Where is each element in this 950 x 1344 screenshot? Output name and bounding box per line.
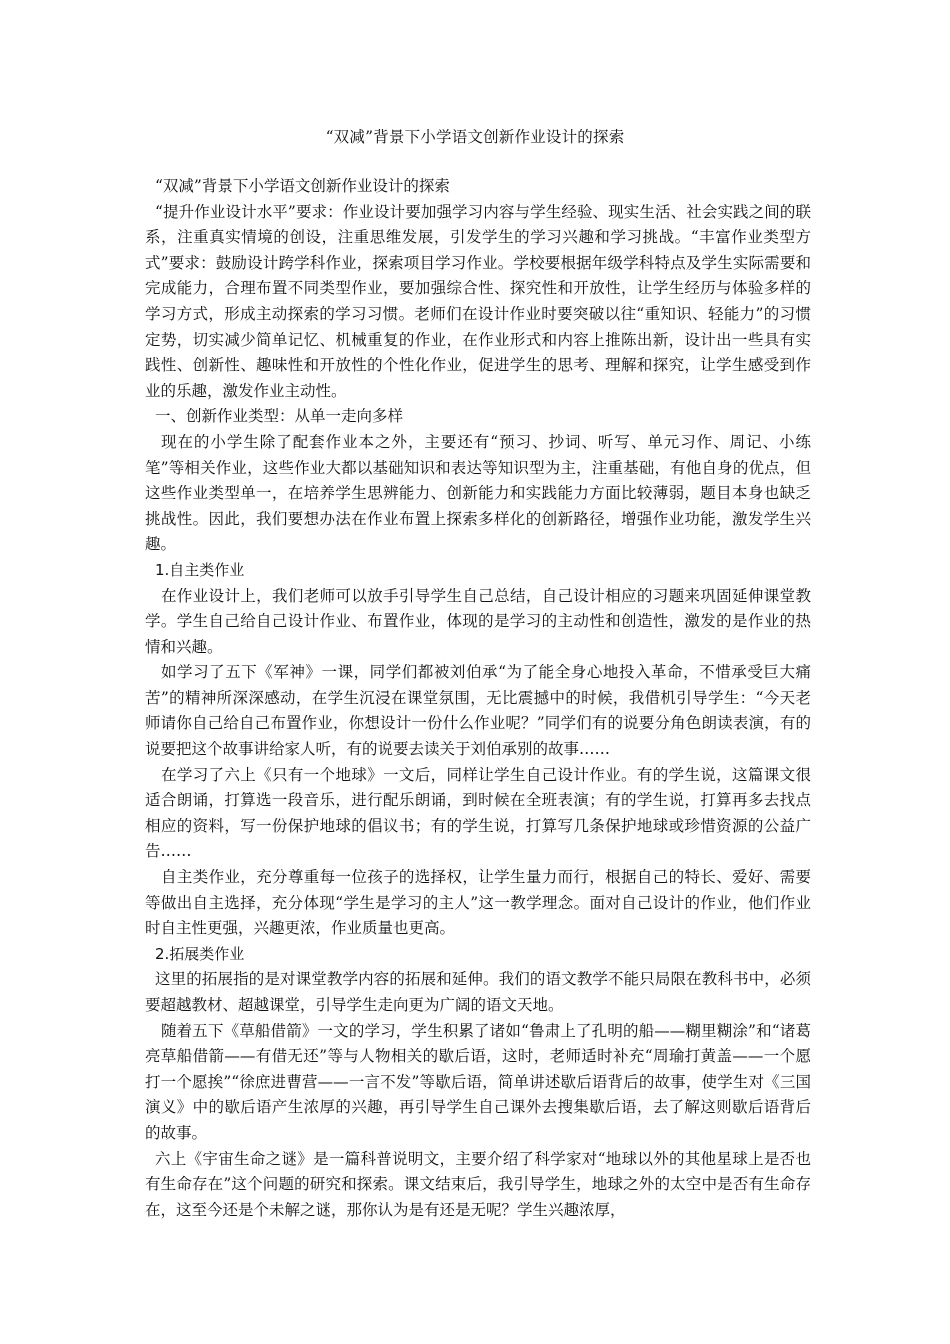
paragraph-autonomous-3: 在学习了六上《只有一个地球》一文后，同样让学生自己设计作业。有的学生说，这篇课文很适合朗诵，打算选一段音乐，进行配乐朗诵，到时候在全班表演；有的学生说，打算再多去找点相应的资料，写一份保护地球的倡议书；有的学生说，打算写几条保护地球或珍惜资源的公益广告……	[145, 765, 811, 861]
subheading-autonomous-homework: 1.自主类作业	[155, 560, 245, 579]
document-title: “双减”背景下小学语文创新作业设计的探索	[325, 128, 625, 146]
paragraph-autonomous-2: 如学习了五下《军神》一课，同学们都被刘伯承“为了能全身心地投入革命，不惜承受巨大痛苦”的精神所深深感动，在学生沉浸在课堂氛围，无比震撼中的时候，我借机引导学生：“今天老师请你自己给自己布置作业，你想设计一份什么作业呢？”同学们有的说要分角色朗读表演，有的说要把这个故事讲给家人听，有的说要去读关于刘伯承别的故事……	[145, 663, 811, 759]
body-heading: “双减”背景下小学语文创新作业设计的探索	[155, 177, 450, 195]
paragraph-extension-2: 随着五下《草船借箭》一文的学习，学生积累了诸如“鲁肃上了孔明的船——糊里糊涂”和“诸葛亮草船借箭——有借无还”等与人物相关的歇后语，这时，老师适时补充“周瑜打黄盖——一个愿打一个愿挨”“徐庶进曹营——一言不发”等歇后语，简单讲述歇后语背后的故事，使学生对《三国演义》中的歇后语产生浓厚的兴趣，再引导学生自己课外去搜集歇后语，去了解这则歇后语背后的故事。	[145, 1021, 811, 1142]
section-heading-1: 一、创新作业类型：从单一走向多样	[155, 407, 404, 426]
paragraph-extension-1: 这里的拓展指的是对课堂教学内容的拓展和延伸。我们的语文教学不能只局限在教科书中，必须要超越教材、超越课堂，引导学生走向更为广阔的语文天地。	[145, 970, 811, 1014]
paragraph-autonomous-1: 在作业设计上，我们老师可以放手引导学生自己总结，自己设计相应的习题来巩固延伸课堂教学。学生自己给自己设计作业、布置作业，体现的是学习的主动性和创造性，激发的是作业的热情和兴趣。	[145, 586, 811, 656]
paragraph-extension-3: 六上《宇宙生命之谜》是一篇科普说明文，主要介绍了科学家对“地球以外的其他星球上是否也有生命存在”这个问题的研究和探索。课文结束后，我引导学生，地球之外的太空中是否有生命存在，这至今还是个未解之谜，那你认为是有还是无呢？学生兴趣浓厚，	[145, 1149, 811, 1219]
paragraph-autonomous-4: 自主类作业，充分尊重每一位孩子的选择权，让学生量力而行，根据自己的特长、爱好、需要等做出自主选择，充分体现“学生是学习的主人”这一教学理念。面对自己设计的作业，他们作业时自主性更强，兴趣更浓，作业质量也更高。	[145, 868, 811, 938]
document-body	[145, 174, 811, 1223]
paragraph-requirements: “提升作业设计水平”要求：作业设计要加强学习内容与学生经验、现实生活、社会实践之间的联系，注重真实情境的创设，注重思维发展，引发学生的学习兴趣和学习挑战。“丰富作业类型方式”要求：鼓励设计跨学科作业，探索项目学习作业。学校要根据年级学科特点及学生实际需要和完成能力，合理布置不同类型作业，要加强综合性、探究性和开放性，让学生经历与体验多样的学习方式，形成主动探索的学习习惯。老师们在设计作业时要突破以往“重知识、轻能力”的习惯定势，切实减少简单记忆、机械重复的作业，在作业形式和内容上推陈出新，设计出一些具有实践性、创新性、趣味性和开放性的个性化作业，促进学生的思考、理解和探究，让学生感受到作业的乐趣，激发作业主动性。	[145, 202, 811, 400]
paragraph-intro: 现在的小学生除了配套作业本之外，主要还有“预习、抄词、听写、单元习作、周记、小练笔”等相关作业，这些作业大都以基础知识和表达等知识型为主，注重基础，有他自身的优点，但这些作业类型单一，在培养学生思辨能力、创新能力和实践能力方面比较薄弱，题目本身也缺乏挑战性。因此，我们要想办法在作业布置上探索多样化的创新路径，增强作业功能，激发学生兴趣。	[145, 432, 811, 554]
subheading-extension-homework: 2.拓展类作业	[155, 944, 245, 963]
